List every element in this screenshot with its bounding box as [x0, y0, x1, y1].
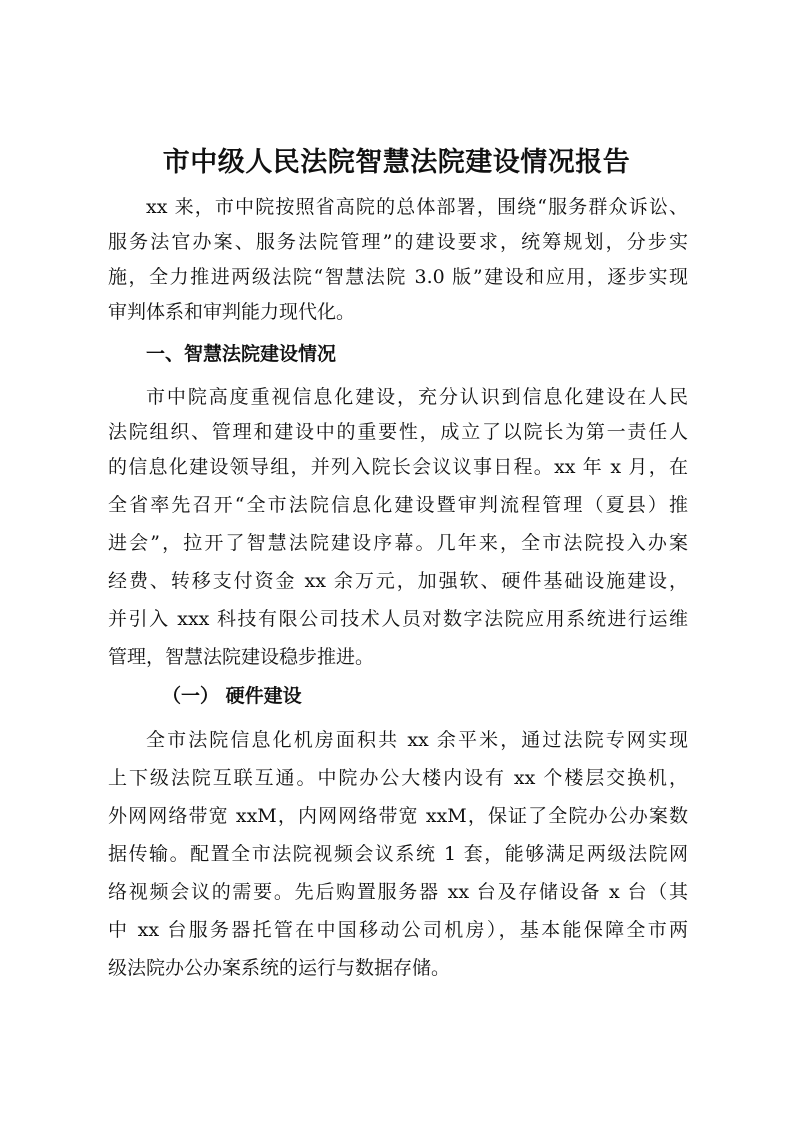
- section1-line: 进会”，拉开了智慧法院建设序幕。几年来，全市法院投入办案: [108, 532, 688, 554]
- intro-line: 服务法官办案、服务法院管理”的建设要求，统筹规划，分步实: [108, 231, 688, 253]
- subsection1-line: 外网网络带宽 xxM，内网网络带宽 xxM，保证了全院办公办案数: [108, 805, 688, 827]
- section1-line: 法院组织、管理和建设中的重要性，成立了以院长为第一责任人: [108, 421, 688, 443]
- section1-line: 管理，智慧法院建设稳步推进。: [108, 646, 375, 668]
- subsection1-line: 据传输。配置全市法院视频会议系统 1 套，能够满足两级法院网: [108, 843, 688, 865]
- section1-line: 的信息化建设领导组，并列入院长会议议事日程。xx 年 x 月，在: [108, 456, 688, 478]
- subsection-heading: （一） 硬件建设: [162, 685, 302, 707]
- subsection1-line: 级法院办公办案系统的运行与数据存储。: [108, 957, 451, 979]
- section-heading: 一、智慧法院建设情况: [146, 343, 337, 365]
- intro-line: 施，全力推进两级法院“智慧法院 3.0 版”建设和应用，逐步实现: [108, 266, 688, 288]
- subsection1-line: 全市法院信息化机房面积共 xx 余平米，通过法院专网实现: [146, 729, 688, 751]
- section1-line: 市中院高度重视信息化建设，充分认识到信息化建设在人民: [146, 386, 688, 408]
- document-title: 市中级人民法院智慧法院建设情况报告: [162, 147, 631, 178]
- intro-line: xx 来，市中院按照省高院的总体部署，围绕“服务群众诉讼、: [146, 196, 688, 218]
- subsection1-line: 络视频会议的需要。先后购置服务器 xx 台及存储设备 x 台（其: [108, 881, 688, 903]
- intro-line: 审判体系和审判能力现代化。: [108, 301, 356, 323]
- subsection1-line: 中 xx 台服务器托管在中国移动公司机房），基本能保障全市两: [108, 919, 688, 941]
- subsection1-line: 上下级法院互联互通。中院办公大楼内设有 xx 个楼层交换机，: [108, 767, 688, 789]
- section1-line: 全省率先召开“全市法院信息化建设暨审判流程管理（夏县）推: [108, 494, 688, 516]
- section1-line: 并引入 xxx 科技有限公司技术人员对数字法院应用系统进行运维: [108, 608, 688, 630]
- section1-line: 经费、转移支付资金 xx 余万元，加强软、硬件基础设施建设，: [108, 570, 688, 592]
